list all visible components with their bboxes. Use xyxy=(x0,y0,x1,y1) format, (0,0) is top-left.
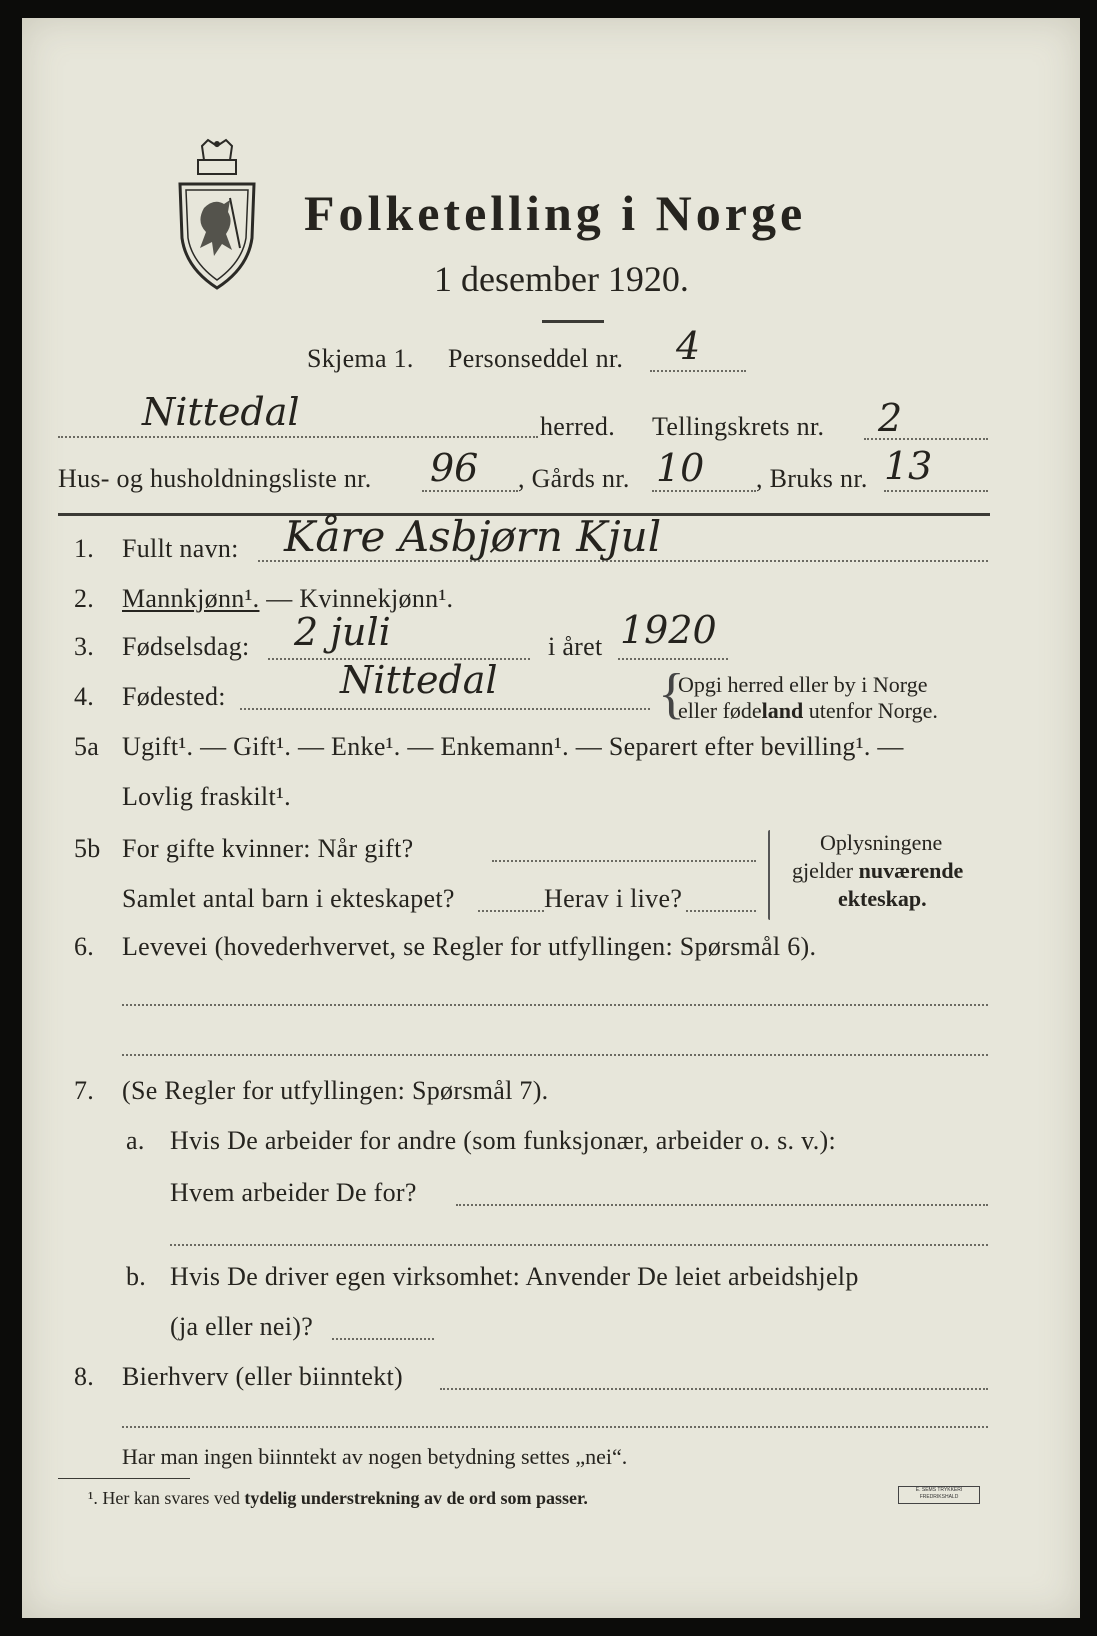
q6-line-1[interactable] xyxy=(122,1004,988,1006)
q6-label: Levevei (hovederhvervet, se Regler for utfyllingen: Spørsmål 6). xyxy=(122,932,817,961)
tellingskrets-label: Tellingskrets nr. xyxy=(652,412,825,441)
q2-number: 2. xyxy=(74,584,95,613)
bruks-value[interactable]: 13 xyxy=(884,444,933,488)
q4-line xyxy=(240,708,650,710)
census-form-page xyxy=(22,18,1080,1618)
q8-label: Bierhverv (eller biinntekt) xyxy=(122,1362,403,1391)
q3-year-line xyxy=(618,658,728,660)
husholdningsliste-label: Hus- og husholdningsliste nr. xyxy=(58,464,372,493)
q7a-employer-label: Hvem arbeider De for? xyxy=(170,1178,417,1207)
herred-value[interactable]: Nittedal xyxy=(142,390,300,434)
q4-brace: { xyxy=(658,663,685,725)
q7b-question: Hvis De driver egen virksomhet: Anvender De leiet arbeidshjelp xyxy=(170,1262,859,1291)
marital-status-options[interactable]: Ugift¹. — Gift¹. — Enke¹. — Enkemann¹. — Separert efter bevilling¹. — xyxy=(122,732,904,761)
census-date: 1 desember 1920. xyxy=(434,259,689,299)
q5b-note-line1: Oplysningene xyxy=(820,830,943,855)
q1-number: 1. xyxy=(74,534,95,563)
q4-number: 4. xyxy=(74,682,95,711)
q5b-alive-label: Herav i live? xyxy=(544,884,683,913)
birthplace-value[interactable]: Nittedal xyxy=(340,658,498,702)
q6-number: 6. xyxy=(74,932,95,961)
q7b-answer-line[interactable] xyxy=(332,1338,434,1340)
gards-line xyxy=(652,490,756,492)
q3-label: Fødselsdag: xyxy=(122,632,250,661)
q8-line-1[interactable] xyxy=(440,1388,988,1390)
q5b-married-line xyxy=(492,860,756,862)
q5a-number: 5a xyxy=(74,732,100,761)
printer-stamp: E. SEMS TRYKKERI FREDRIKSHALD xyxy=(898,1486,980,1504)
q7a-letter: a. xyxy=(126,1126,145,1155)
q8-number: 8. xyxy=(74,1362,95,1391)
q5b-number: 5b xyxy=(74,834,101,863)
full-name-value[interactable]: Kåre Asbjørn Kjul xyxy=(284,512,662,561)
skjema-label: Skjema 1. xyxy=(307,344,414,373)
coat-of-arms-icon xyxy=(174,138,260,290)
q7a-extra-line[interactable] xyxy=(170,1244,988,1246)
q4-label: Fødested: xyxy=(122,682,226,711)
q5b-alive-line xyxy=(686,910,756,912)
q7a-employer-line[interactable] xyxy=(456,1204,988,1206)
q7a-question: Hvis De arbeider for andre (som funksjonær, arbeider o. s. v.): xyxy=(170,1126,836,1155)
q6-line-2[interactable] xyxy=(122,1054,988,1056)
q4-note-line1: Opgi herred eller by i Norge xyxy=(678,672,928,697)
personseddel-line xyxy=(650,370,746,372)
q4-note-line2: eller fødeland utenfor Norge. xyxy=(678,698,938,723)
title-divider xyxy=(542,320,604,323)
q7-number: 7. xyxy=(74,1076,95,1105)
q7b-letter: b. xyxy=(126,1262,147,1291)
q8-line-2[interactable] xyxy=(122,1426,988,1428)
birth-year-value[interactable]: 1920 xyxy=(620,608,717,652)
husholdningsliste-line xyxy=(422,490,518,492)
herred-line xyxy=(58,436,538,438)
q2-options xyxy=(122,584,453,614)
bruks-line xyxy=(884,490,988,492)
q5b-married-label: For gifte kvinner: Når gift? xyxy=(122,834,414,863)
herred-label: herred. xyxy=(540,412,615,441)
q3-number: 3. xyxy=(74,632,95,661)
bruks-label: , Bruks nr. xyxy=(756,464,868,493)
husholdningsliste-value[interactable]: 96 xyxy=(430,446,479,490)
marital-status-divorced[interactable]: Lovlig fraskilt¹. xyxy=(122,782,291,811)
tellingskrets-value[interactable]: 2 xyxy=(878,396,903,440)
sex-female-option[interactable]: — Kvinnekjønn¹. xyxy=(259,584,454,613)
q5b-children-line xyxy=(478,910,544,912)
q5b-bracket xyxy=(768,830,772,920)
birth-day-value[interactable]: 2 juli xyxy=(294,610,391,654)
q1-label: Fullt navn: xyxy=(122,534,239,563)
q3-year-label: i året xyxy=(548,632,603,661)
q5b-note-line2: gjelder nuværende xyxy=(792,858,964,883)
footnote: ¹. Her kan svares ved tydelig understrekning av de ord som passer. xyxy=(88,1488,588,1508)
footnote-rule xyxy=(58,1478,190,1479)
q7b-answer-label: (ja eller nei)? xyxy=(170,1312,314,1341)
personseddel-value[interactable]: 4 xyxy=(676,324,701,368)
page-title: Folketelling i Norge xyxy=(304,185,807,241)
gards-label: , Gårds nr. xyxy=(518,464,630,493)
q5b-children-label: Samlet antal barn i ekteskapet? xyxy=(122,884,455,913)
personseddel-label: Personseddel nr. xyxy=(448,344,624,373)
biinntekt-note: Har man ingen biinntekt av nogen betydning settes „nei“. xyxy=(122,1444,628,1469)
q5b-note-line3: ekteskap. xyxy=(838,886,927,911)
sex-male-option[interactable]: Mannkjønn¹. xyxy=(122,584,260,613)
gards-value[interactable]: 10 xyxy=(656,446,705,490)
q7-label: (Se Regler for utfyllingen: Spørsmål 7). xyxy=(122,1076,549,1105)
